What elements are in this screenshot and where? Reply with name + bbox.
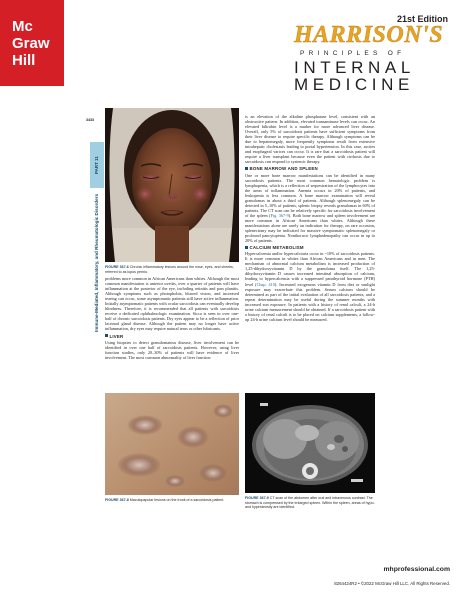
- bone-marrow-paragraph: [245, 173, 375, 244]
- book-title-line-2: MEDICINE: [294, 75, 414, 94]
- edition-label: 21st Edition: [396, 14, 448, 24]
- calcium-heading-text: CALCIUM METABOLISM: [249, 245, 304, 251]
- book-title-sub: PRINCIPLES OF: [300, 50, 406, 57]
- heading-bullet-icon: [245, 246, 248, 249]
- text-column-left: [105, 276, 239, 361]
- calcium-heading: [245, 245, 375, 250]
- liver-continued-paragraph: is an elevation of the alkaline phosphatase level, consistent with an obstructive pattern. In addition, elevated transaminase levels can occur. An elevated bilirubin level is a marker for more advanced liver disease. Overall, only 5% of sarcoidosis patients have sufficient symptoms from their liver disease to require specific therapy. Although symptoms can be due to hepatomegaly, more frequently symptoms result from extensive intrahepatic cholestasis leading to portal hypertension. In this case, ascites and esophageal varices can occur. It is rare that a sarcoidosis patient will require a liver transplant because even the patient with cirrhosis due to sarcoidosis can respond to systemic therapy.: [245, 114, 375, 165]
- skin-photo-image: [105, 393, 239, 495]
- chapter-410-link[interactable]: Chap. 410: [256, 281, 275, 287]
- ct-scan-image: [245, 393, 375, 493]
- figure-face-caption-text: Chronic inflammatory lesions around the nose, eyes, and cheeks, referred to as lupus pernio.: [105, 265, 234, 274]
- figure-367-9-link[interactable]: Fig. 367-9: [270, 212, 289, 218]
- calcium-paragraph: [245, 251, 375, 322]
- liver-paragraph: Using biopsies to detect granulomatous disease, liver involvement can be identified in over one half of sarcoidosis patients. However, using liver function studies, only 20–30% of patients will have evidence of liver involvement. The most common abnormality of liver function: [105, 339, 239, 360]
- footer-url-link[interactable]: mhprofessional.com: [383, 566, 450, 573]
- figure-skin-label: FIGURE 367-8: [105, 498, 129, 502]
- part-tab: PART 11: [90, 142, 104, 188]
- publisher-logo: [0, 0, 64, 86]
- figure-ct-scan: [245, 393, 375, 493]
- ocular-paragraph: problems more common in African Americans than whites. Although the most common manifestation is anterior uveitis, over a quarter of patients will have inflammation at the posterior of the eye, including retinitis and pars planitis. Although symptoms such as photophobia, blurred vision, and increased tearing can occur, some asymptomatic patients still have active inflammation. Initially asymptomatic patients with ocular sarcoidosis can eventually develop blindness. Therefore, it is recommended that all patients with sarcoidosis receive a dedicated ophthalmologic examination. Sicca is seen in over one-half of chronic sarcoidosis patients. Dry eyes appear to be a reflection of prior lacrimal gland disease. Although the patient may no longer have active inflammation, dry eyes may require natural tears or other lubricants.: [105, 276, 239, 332]
- section-title: Immune-Mediated, Inflammatory, and Rheumatologic Disorders: [94, 193, 99, 332]
- logo-line-3: Hill: [12, 51, 36, 69]
- figure-ct-caption-text: CT scan of the abdomen after oral and intravenous contrast. The stomach is compressed by the enlarged spleen. Within the spleen, areas of hypo- and hyperdensity are identified.: [245, 496, 375, 510]
- figure-face-caption: [105, 265, 239, 274]
- figure-ct-label: FIGURE 367-9: [245, 496, 269, 500]
- heading-bullet-icon: [245, 167, 248, 170]
- figure-skin-caption-text: Maculopapular lesions on the trunk of a sarcoidosis patient.: [129, 498, 225, 502]
- figure-ct-caption: [245, 496, 375, 510]
- bone-marrow-text-a: One or more bone marrow manifestations can be identified in many sarcoidosis patients. The most common hematologic problem is lymphopenia, which is a reflection of sequestration of the lymphocytes into the areas of inflammation. Anemia occurs in 20% of patients, and leukopenia is less common. A bone marrow examination will reveal granulomas in about a third of patients. Although splenomegaly can be detected in 5–10% of patients, splenic biopsy reveals granulomas in 60% of patients. The CT scan can be relatively specific for sarcoidosis involvement of the spleen (: [245, 172, 375, 218]
- book-title-block: [212, 14, 448, 96]
- book-title-main: HARRISON'S: [294, 22, 444, 48]
- figure-skin-photo: [105, 393, 239, 495]
- bone-marrow-text-b: ). Both bone marrow and spleen involvement are more common in African Americans than whites. Although these manifestations alone are rarely an indication for therapy, on rare occasion, splenectomy may be indicated for massive symptomatic splenomegaly or profound pancytopenia. Nonthoracic lymphadenopathy can occur in up to 20% of patients.: [245, 212, 375, 244]
- figure-face-label: FIGURE 367-6: [105, 265, 129, 269]
- book-title-line-1: INTERNAL: [294, 58, 415, 77]
- logo-line-1: Mc: [12, 17, 33, 35]
- text-column-right: [245, 114, 375, 323]
- liver-heading-text: LIVER: [109, 333, 124, 339]
- heading-bullet-icon: [105, 334, 108, 337]
- bone-marrow-heading-text: BONE MARROW AND SPLEEN: [249, 166, 318, 172]
- footer-copyright: 8264424R2 • ©2022 McGraw Hill LLC. All Rights Reserved.: [334, 581, 450, 586]
- page-number: 3433: [86, 118, 94, 122]
- calcium-text-a: Hypercalcemia and/or hypercalciuria occur in ~10% of sarcoidosis patients. It is more common in whites than African Americans and in men. The mechanism of abnormal calcium metabolism is increased production of 1,25-dihydroxyvitamin D by the granuloma itself. The 1,25-dihydroxyvitamin D causes increased intestinal absorption of calcium, leading to hypercalcemia with a suppressed parathyroid hormone (PTH) level (: [245, 251, 375, 287]
- liver-heading: [105, 334, 239, 339]
- calcium-text-b: ). Increased exogenous vitamin D from diet or sunlight exposure may exacerbate this problem. Serum calcium should be determined as part of the initial evaluation of all sarcoidosis patients, and a repeat determination may be useful during the summer months with increased sun exposure. In patients with a history of renal calculi, a 24-h urine calcium measurement should be obtained. If a sarcoidosis patient with a history of renal calculi is to be placed on calcium supplements, a follow-up 24-h urine calcium level should be measured.: [245, 281, 375, 322]
- logo-line-2: Graw: [12, 34, 50, 52]
- figure-face-photo: [105, 108, 239, 262]
- figure-skin-caption: [105, 498, 239, 503]
- face-photo-image: [105, 108, 239, 262]
- bone-marrow-heading: [245, 166, 375, 171]
